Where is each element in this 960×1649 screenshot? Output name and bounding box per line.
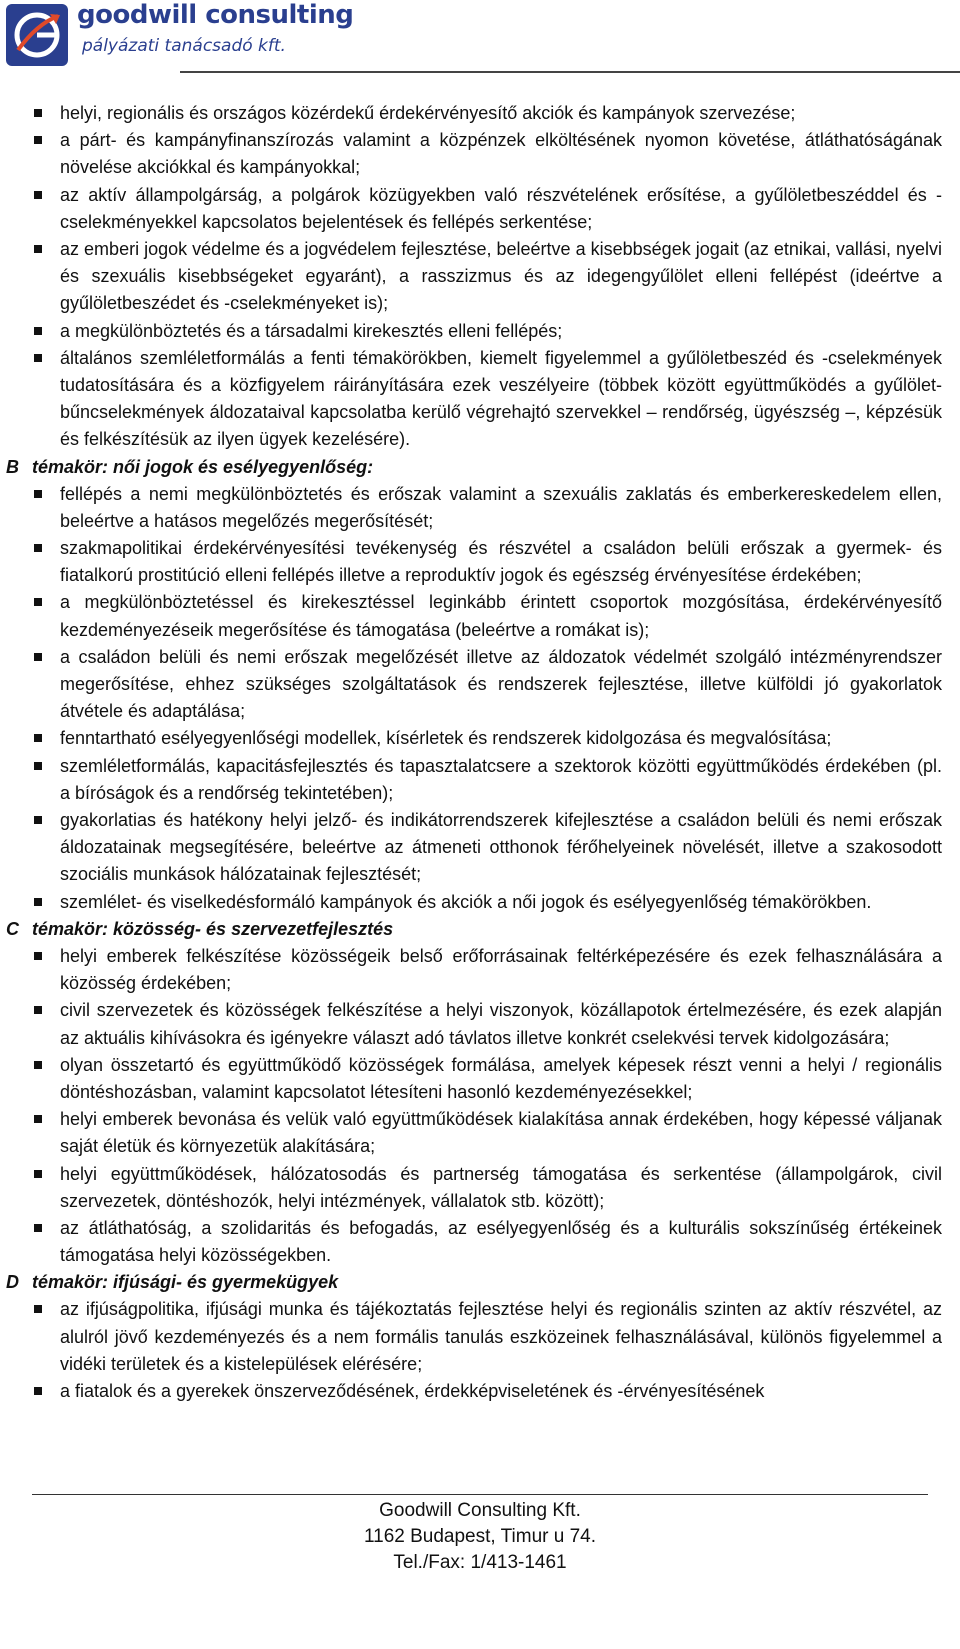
- list-item: [32, 1106, 942, 1160]
- square-bullet-icon: [34, 1115, 42, 1123]
- list-item: [32, 1052, 942, 1106]
- list-item-text: a megkülönböztetéssel és kirekesztéssel leginkább érintett csoportok mozgósítása, érdekérvényesítő kezdeményezéseik megerősítése és támogatása (beleértve a romákat is);: [60, 592, 942, 640]
- list-item-text: az emberi jogok védelme és a jogvédelem fejlesztése, beleértve a kisebbségek jogait (az etnikai, vallási, nyelvi és szexuális kisebbségeket egyaránt), a rasszizmus és az idegengyűlölet elleni fellépést (ideértve a gyűlöletbeszédet és -cselekményeket is);: [60, 239, 942, 314]
- list-item: [32, 1215, 942, 1269]
- list-item-text: gyakorlatias és hatékony helyi jelző- és indikátorrendszerek kifejlesztése a családon belüli és nemi erőszak áldozatainak megsegítésére, beleértve az átmeneti otthonok férőhelyeinek növelését, illetve a szakosodott szociális munkások hálózatainak fejlesztését;: [60, 810, 942, 885]
- list-item: [32, 1378, 942, 1405]
- list-item: [32, 100, 942, 127]
- square-bullet-icon: [34, 653, 42, 661]
- list-item-text: civil szervezetek és közösségek felkészítése a helyi viszonyok, közállapotok értelmezésére, és ezek alapján az aktuális kihívásokra és igényekre választ adó távlatos illetve konkrét cselekvési tervek kidolgozására;: [60, 1000, 942, 1048]
- list-item-text: általános szemléletformálás a fenti témakörökben, kiemelt figyelemmel a gyűlöletbeszéd és -cselekmények tudatosítására és a közfigyelem ráirányítására ezek veszélyeire (többek között együttműködés a gyűlölet-bűncselekmények áldozataival kapcsolatba kerülő végrehajtó szervekkel – rendőrség, ügyészség –, képzésük és felkészítésük az ilyen ügyek kezelésére).: [60, 347, 942, 450]
- list-item: [32, 943, 942, 997]
- list-item: [32, 725, 942, 752]
- square-bullet-icon: [34, 327, 42, 335]
- footer-divider: [32, 1494, 928, 1495]
- list-item-text: szakmapolitikai érdekérvényesítési tevékenység és részvétel a családon belüli erőszak a gyermek- és fiatalkorú prostitúció elleni fellépés illetve a reproduktív jogok és egészség érvényesítése érdekében;: [60, 538, 942, 586]
- square-bullet-icon: [34, 191, 42, 199]
- square-bullet-icon: [34, 1061, 42, 1069]
- logo-title: goodwill consulting: [77, 0, 354, 30]
- section-d: [6, 1269, 942, 1405]
- square-bullet-icon: [34, 1224, 42, 1232]
- list-item-text: helyi, regionális és országos közérdekű érdekérvényesítő akciók és kampányok szervezése;: [60, 103, 796, 123]
- list-item-text: szemléletformálás, kapacitásfejlesztés és tapasztalatcsere a szektorok közötti együttműködés érdekében (pl. a bíróságok és a rendőrség tekintetében);: [60, 755, 942, 803]
- square-bullet-icon: [34, 734, 42, 742]
- footer-company: Goodwill Consulting Kft.: [379, 1500, 581, 1521]
- list-item: [32, 236, 942, 318]
- list-item: [32, 807, 942, 889]
- square-bullet-icon: [34, 245, 42, 253]
- bullet-list: [32, 481, 942, 916]
- list-item: [32, 345, 942, 454]
- list-item-text: olyan összetartó és együttműködő közösségek formálása, amelyek képesek részt venni a helyi / regionális döntéshozásban, valamint kapcsolatot létesíteni hasonló kezdeményezésekkel;: [60, 1054, 942, 1102]
- list-item: [32, 535, 942, 589]
- list-item: [32, 481, 942, 535]
- square-bullet-icon: [34, 109, 42, 117]
- list-item-text: az átláthatóság, a szolidaritás és befogadás, az esélyegyenlőség és a kulturális sokszínűség értékeinek támogatása helyi közösségekben.: [60, 1217, 942, 1266]
- section-letter: D: [6, 1272, 19, 1293]
- square-bullet-icon: [34, 1305, 42, 1313]
- section-title: témakör: ifjúsági- és gyermekügyek: [32, 1272, 339, 1293]
- square-bullet-icon: [34, 1387, 42, 1395]
- list-item: [32, 589, 942, 643]
- list-item-text: az ifjúságpolitika, ifjúsági munka és tájékoztatás fejlesztése helyi és regionális szinten az aktív részvétel, az alulról jövő kezdeményezés és a nem formális tanulás eszközeinek felhasználásával, különös figyelemmel a vidéki területek és a kistelepülések elérésére;: [60, 1299, 942, 1374]
- list-item-text: helyi emberek felkészítése közösségeik belső erőforrásainak feltérképezésére és ezek felhasználására a közösség érdekében;: [60, 945, 942, 994]
- list-item: [32, 644, 942, 726]
- footer-address: 1162 Budapest, Timur u 74.: [363, 1526, 597, 1547]
- section-heading: [6, 916, 942, 943]
- list-item: [32, 753, 942, 807]
- goodwill-logo-icon: [6, 4, 68, 66]
- square-bullet-icon: [34, 544, 42, 552]
- list-item-text: fenntartható esélyegyenlőségi modellek, kísérletek és rendszerek kidolgozása és megvalósítása;: [60, 728, 832, 749]
- list-item: [32, 182, 942, 236]
- section-c: [6, 916, 942, 1269]
- list-item: [32, 889, 942, 916]
- bullet-list: [32, 943, 942, 1269]
- section-heading: [6, 1269, 942, 1296]
- list-item-text: szemlélet- és viselkedésformáló kampányok és akciók a női jogok és esélyegyenlőség témakörökben.: [60, 891, 872, 912]
- bullet-list: [32, 1296, 942, 1405]
- list-item: [32, 1161, 942, 1215]
- square-bullet-icon: [34, 1170, 42, 1178]
- list-item: [32, 997, 942, 1051]
- list-item-text: a fiatalok és a gyerekek önszerveződésének, érdekképviseletének és -érvényesítésének: [60, 1380, 765, 1401]
- square-bullet-icon: [34, 490, 42, 498]
- list-item-text: helyi emberek bevonása és velük való együttműködések kialakítása annak érdekében, hogy képessé váljanak saját életük és környezetük alakítására;: [60, 1109, 942, 1157]
- page-header: [0, 0, 960, 74]
- logo-subtitle: pályázati tanácsadó kft.: [82, 36, 286, 56]
- square-bullet-icon: [34, 354, 42, 362]
- square-bullet-icon: [34, 952, 42, 960]
- section-title: témakör: közösség- és szervezetfejlesztés: [32, 918, 394, 939]
- list-item-text: az aktív állampolgárság, a polgárok közügyekben való részvételének erősítése, a gyűlöletbeszéddel és -cselekményekkel kapcsolatos bejelentések és fellépés serkentése;: [60, 184, 942, 232]
- section-title: témakör: női jogok és esélyegyenlőség:: [32, 456, 374, 477]
- list-item: [32, 318, 942, 345]
- square-bullet-icon: [34, 136, 42, 144]
- square-bullet-icon: [34, 1006, 42, 1014]
- list-item-text: fellépés a nemi megkülönböztetés és erőszak valamint a szexuális zaklatás és emberkereskedelem ellen, beleértve a hatásos megelőzés megerősítését;: [60, 483, 942, 531]
- square-bullet-icon: [34, 598, 42, 606]
- header-divider: [180, 71, 960, 73]
- section-b: [6, 454, 942, 916]
- list-item: [32, 1296, 942, 1378]
- section-letter: C: [6, 918, 19, 939]
- section-letter: B: [6, 456, 19, 477]
- section-a: [32, 100, 942, 454]
- square-bullet-icon: [34, 898, 42, 906]
- bullet-list: [32, 100, 942, 454]
- square-bullet-icon: [34, 816, 42, 824]
- list-item-text: helyi együttműködések, hálózatosodás és partnerség támogatása és serkentése (állampolgárok, civil szervezetek, döntéshozók, helyi intézmények, vállalatok stb. között);: [60, 1163, 942, 1211]
- list-item: [32, 127, 942, 181]
- section-heading: [6, 454, 942, 481]
- list-item-text: a megkülönböztetés és a társadalmi kirekesztés elleni fellépés;: [60, 320, 563, 341]
- footer-phone: Tel./Fax: 1/413-1461: [393, 1552, 567, 1573]
- list-item-text: a családon belüli és nemi erőszak megelőzését illetve az áldozatok védelmét szolgáló intézményrendszer megerősítése, ehhez szükséges szolgáltatások és rendszerek fejlesztése, illetve külföldi jó gyakorlatok átvétele és adaptálása;: [60, 646, 942, 722]
- list-item-text: a párt- és kampányfinanszírozás valamint a közpénzek elköltésének nyomon követése, átláthatóságának növelése akciókkal és kampányokkal;: [60, 130, 942, 178]
- square-bullet-icon: [34, 762, 42, 770]
- document-body: [6, 100, 942, 1405]
